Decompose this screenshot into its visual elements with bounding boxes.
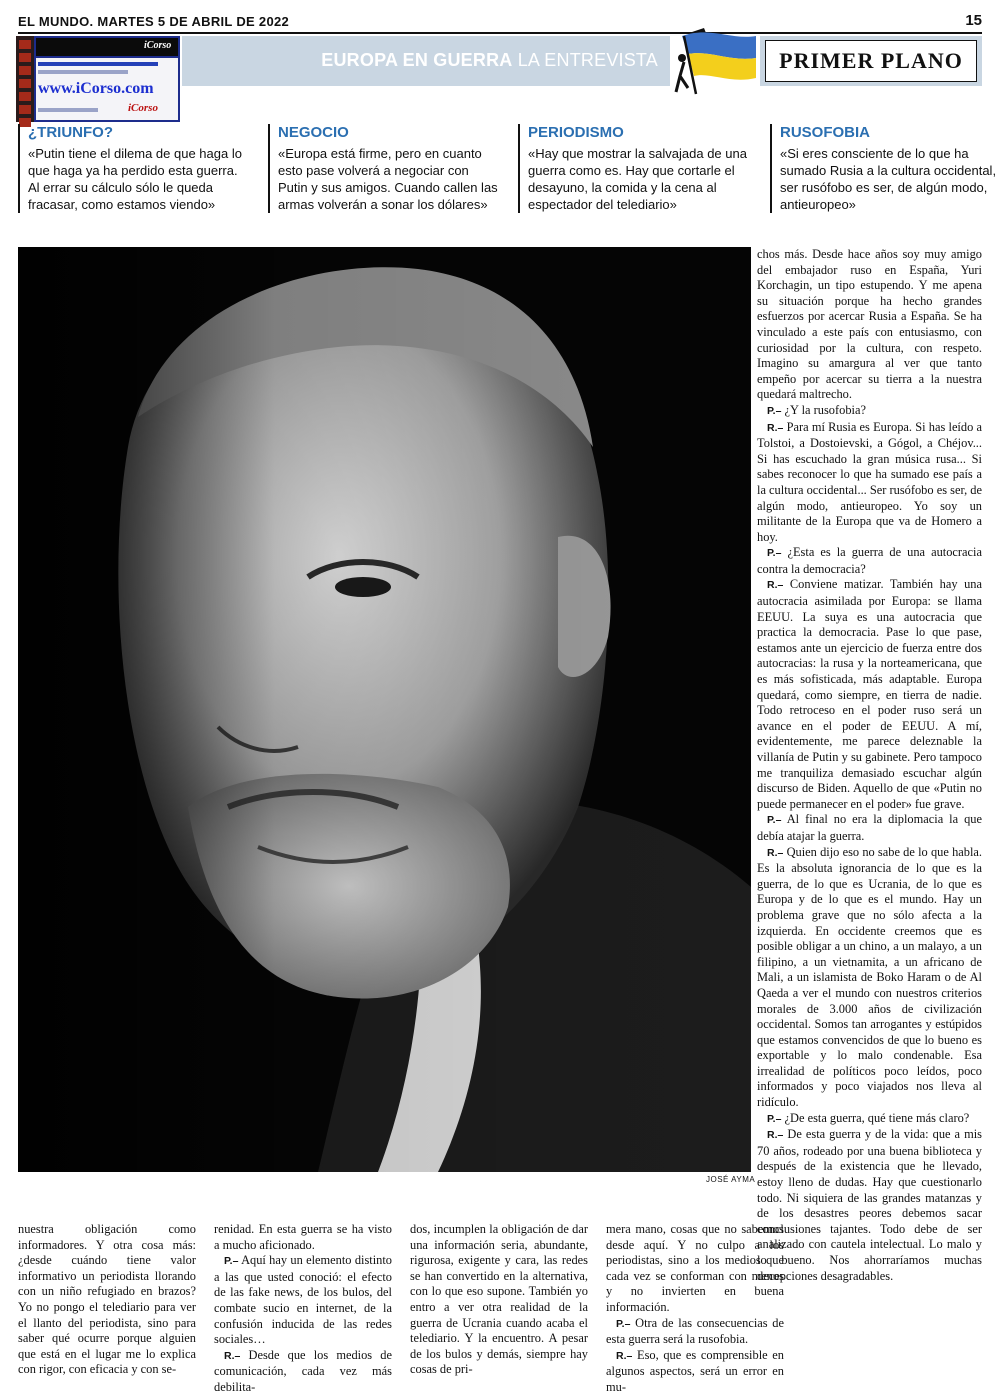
body-paragraph: chos más. Desde hace años soy muy amigo del embajador ruso en España, Yuri Korchagin, un tipo estupendo. Y me apena su situación porque ha hecho grandes esfuerzos por acercar Rusia a España. Se ha vinculado a este país con entusiasmo, con curiosidad por la cultura, con respeto. Imagino su amargura al ver que tanto empeño por acercar su tierra a la nuestra quedará maltrecho. (757, 247, 982, 402)
question-paragraph (606, 1316, 784, 1348)
question-text: Otra de las consecuencias de esta guerra será la rusofobia. (606, 1315, 784, 1347)
interview-column-right (757, 247, 982, 1367)
answer-label: R.– (767, 579, 784, 592)
answer-paragraph (606, 1348, 784, 1396)
answer-text: Conviene matizar. También hay una autocracia asimilada por Europa: se llama EEUU. La suya es una autocracia que practica la democracia. Pase lo que pase, estamos ante un ejercicio de fuerza entre dos autocracias: la rusa y la norteamericana, que es más sofisticada, más adaptable. Europa quedará, como siempre, en tierra de nadie. Todo retroceso en el poder ruso será un avance en el poder de EEUU. A mí, evidentemente, me parece deleznable la villanía de Putin y su gabinete. Pero tampoco me tranquiliza demasiado escuchar algún discurso de Biden. Aquello de que «Putin no puede permanecer en el poder» fue grave. (757, 577, 982, 811)
question-label: P.– (224, 1255, 239, 1268)
teaser-triunfo (18, 124, 248, 213)
photo-credit: JOSÉ AYMA (706, 1175, 756, 1184)
teaser-heading: NEGOCIO (278, 124, 349, 141)
question-label: P.– (767, 547, 782, 560)
answer-text: Desde que los medios de comunicación, cada vez más debilita- (214, 1347, 392, 1394)
answer-paragraph (757, 1127, 982, 1284)
teaser-quote: «Putin tiene el dilema de que haga lo que haga ya ha perdido esta guerra. Al errar su cálculo sólo le queda fracasar, como estamos viendo» (28, 146, 242, 212)
badge-brand-top: iCorso (144, 40, 172, 51)
question-label: P.– (767, 1112, 782, 1125)
section-kicker (321, 50, 658, 71)
question-text: Aquí hay un elemento distinto a las que usted conoció: el efecto de las fake news, de los bulos, del combate sucio en internet, de la confusión inducida de las redes sociales… (214, 1253, 392, 1347)
badge-brand: iCorso (128, 102, 158, 114)
portrait-photo (18, 247, 751, 1172)
answer-paragraph (757, 577, 982, 812)
question-text: ¿Esta es la guerra de una autocracia contra la democracia? (757, 545, 982, 576)
teaser-rusofobia (770, 124, 1000, 213)
teaser-quote: «Europa está firme, pero en cuanto esto pase volverá a negociar con Putin y sus amigos. Cuando callen las armas volverán a sonar los dólares» (278, 146, 498, 212)
answer-paragraph (757, 420, 982, 546)
section-title: EUROPA EN GUERRA (321, 50, 513, 70)
interview-column-1 (18, 1222, 196, 1377)
teaser-quote: «Si eres consciente de lo que ha sumado Rusia a la cultura occidental, ser rusófobo es ser, de algún modo, antieuropeo» (780, 146, 997, 212)
badge-thumbnail-strip (16, 36, 34, 122)
teaser-heading: ¿TRIUNFO? (28, 124, 113, 141)
question-label: P.– (767, 404, 782, 417)
answer-text: De esta guerra y de la vida: que a mis 70 años, rodeado por una buena biblioteca y después de la existencia que he llevado, estoy lleno de dudas. Hay que cuestionarlo todo. Ni siquiera de las grandes matanzas y de los desastres peores debemos sacar conclusiones tajantes. Todo debe de ser analizado con cautela intelectual. Lo malo y lo bueno. Nos ahorraríamos muchas decepciones desagradables. (757, 1127, 982, 1283)
answer-label: R.– (767, 846, 784, 859)
answer-label: R.– (616, 1349, 633, 1362)
question-paragraph (757, 1111, 982, 1128)
question-text: ¿De esta guerra, qué tiene más claro? (784, 1110, 970, 1125)
date-line: EL MUNDO. MARTES 5 DE ABRIL DE 2022 (18, 14, 290, 29)
answer-text: Para mí Rusia es Europa. Si has leído a Tolstoi, a Dostoievski, a Gógol, a Chéjov... Si has escuchado la gran música rusa... Si sabes reconocer lo que ha sumado ese país a la cultura occidental... Ser rusófobo es ser, de algún modo, antieuropeo. Yo soy un militante de la Europa que va de Homero a hoy. (757, 419, 982, 544)
teaser-periodismo (518, 124, 748, 213)
answer-label: R.– (224, 1349, 241, 1362)
body-paragraph: renidad. En esta guerra se ha visto a mucho aficionado. (214, 1222, 392, 1252)
question-paragraph (757, 812, 982, 844)
ukraine-flag-icon (670, 16, 760, 106)
site-badge[interactable] (16, 36, 180, 122)
question-label: P.– (616, 1317, 631, 1330)
question-paragraph (214, 1253, 392, 1348)
answer-paragraph (757, 845, 982, 1111)
question-paragraph (757, 545, 982, 577)
answer-label: R.– (767, 421, 784, 434)
answer-label: R.– (767, 1129, 784, 1142)
top-rule (18, 32, 982, 34)
question-paragraph (757, 403, 982, 420)
section-subtitle: LA ENTREVISTA (517, 50, 658, 70)
body-paragraph: nuestra obligación como informadores. Y otra cosa más: ¿desde cuándo tiene valor informativo un periodista llorando con un niño refugiado en brazos? Yo no pongo el telediario para ver el llanto del periodista, sino para saber qué ocurre porque alguien que está en el lugar me lo explica con rigor, con eficacia y con se- (18, 1222, 196, 1377)
answer-text: Eso, que es comprensible en algunos aspectos, será un error en mu- (606, 1347, 784, 1394)
teaser-heading: PERIODISMO (528, 124, 624, 141)
body-paragraph: dos, incumplen la obligación de dar una información seria, abundante, rigurosa, exigente y cara, las redes se han convertido en la alternativa, con lo que eso supone. También yo entro a ver otra realidad de la guerra de Ucrania cuando acaba el telediario. Y la encuentro. A pesar de los bulos y demás, siempre hay cosas de pri- (410, 1222, 588, 1377)
question-label: P.– (767, 814, 782, 827)
question-text: Al final no era la diplomacia la que debía atajar la guerra. (757, 812, 982, 843)
answer-paragraph (214, 1348, 392, 1396)
badge-url[interactable]: www.iCorso.com (38, 80, 154, 97)
interview-column-2 (214, 1222, 392, 1394)
body-paragraph: mera mano, cosas que no sabemos desde aquí. Y no culpo a los periodistas, sino a los medios que cada vez se conforman con menos y no invierten en buena información. (606, 1222, 784, 1314)
interview-column-3 (410, 1222, 588, 1377)
primer-plano-label: PRIMER PLANO (779, 48, 963, 73)
teaser-negocio (268, 124, 498, 213)
primer-plano-box (760, 36, 982, 86)
answer-text: Quien dijo eso no sabe de lo que habla. Es la absoluta ignorancia de lo que es la guerra, de lo que es Ucrania, de lo que es Europa y de lo que es el mundo. Hay un problema grave que no sólo afecta a la izquierda. En occidente creemos que es posible obligar a un chino, a un malayo, a un filipino, a un vietnamita, a un africano de Mali, a un islamista de Boko Haram o de Al Qaeda a ver el mundo con nuestros criterios morales de 3.000 años de civilización occidental. Somos tan arrogantes y estúpidos que estamos convencidos de que lo bueno es exportable y lo malo condenable. Esa irrealidad de políticos poco leídos, poco informados y poco viajados nos lleva al ridículo. (757, 844, 982, 1110)
question-text: ¿Y la rusofobia? (784, 402, 866, 417)
teaser-quote: «Hay que mostrar la salvajada de una guerra como es. Hay que cortarle el desayuno, la comida y la cena al espectador del telediario» (528, 146, 747, 212)
section-header (182, 36, 670, 86)
interview-column-4 (606, 1222, 784, 1394)
page-number: 15 (965, 12, 982, 29)
teaser-heading: RUSOFOBIA (780, 124, 870, 141)
